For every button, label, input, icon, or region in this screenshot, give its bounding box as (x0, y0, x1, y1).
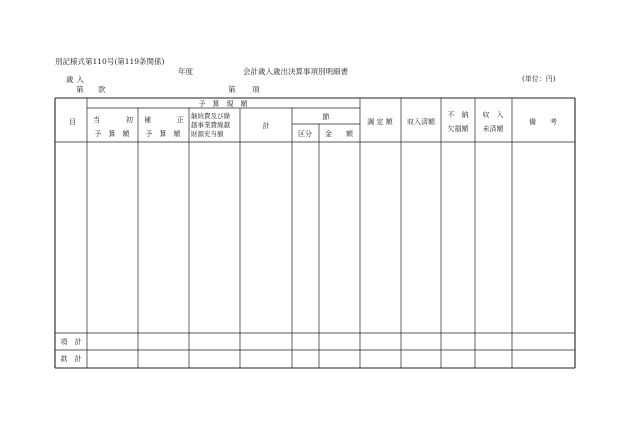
kan-label: 款 (98, 85, 106, 94)
col-supp-b: 正 (177, 116, 184, 124)
col-mishu-b: 未済額 (482, 125, 504, 133)
col-carry-line3: 財源充当額 (191, 130, 224, 138)
row-kou-total: 項 計 (60, 338, 82, 346)
row-kan-total: 款 計 (60, 355, 82, 363)
budget-group-header: 予 算 現 額 (198, 100, 248, 108)
unit-label: (単位：円) (522, 75, 556, 83)
col-moku: 目 (69, 118, 76, 126)
dai-label-2: 第 (228, 85, 236, 94)
col-supp-a: 補 (144, 116, 151, 124)
setsu-group-header: 節 (322, 113, 330, 121)
col-initial-c: 予 算 額 (94, 130, 130, 138)
col-initial-b: 初 (126, 116, 133, 124)
col-kingaku: 金 額 (325, 130, 353, 138)
fiscal-year-label: 年度 (178, 67, 193, 76)
col-funo-b: 欠損額 (447, 125, 469, 133)
col-carry-line1: 継続費及び繰 (191, 112, 230, 120)
document-title: 会計歳入歳出決算事項別明細書 (243, 67, 348, 76)
col-supp-c: 予 算 額 (145, 130, 181, 138)
kou-label: 項 (252, 85, 260, 94)
dai-label: 第 (76, 85, 84, 94)
col-initial-a: 当 (93, 116, 100, 124)
col-kubun: 区分 (298, 130, 312, 138)
revenue-label: 歳入 (66, 75, 87, 84)
form-number: 別記様式第110号(第119条関係) (55, 57, 165, 66)
col-funo-a: 不 納 (447, 111, 469, 119)
col-chotei: 調 定 額 (367, 118, 393, 126)
col-mishu-a: 収 入 (482, 111, 504, 119)
col-carry-line2: 越事業費繰越 (191, 121, 230, 129)
col-total: 計 (262, 122, 270, 130)
col-shunyu: 収入済額 (407, 118, 435, 126)
col-biko: 備 考 (529, 118, 557, 126)
